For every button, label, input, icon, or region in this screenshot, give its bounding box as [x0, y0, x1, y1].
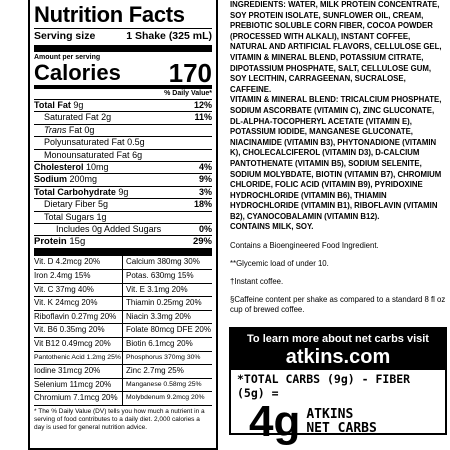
- website-link: atkins.com: [285, 346, 391, 368]
- vitamin-cell: Vit. K 24mcg 20%: [34, 296, 123, 310]
- nutrient-row: [34, 136, 212, 148]
- vitamin-cell: Vit B12 0.49mcg 20%: [34, 337, 123, 351]
- vitamin-cell: Chromium 7.1mcg 20%: [34, 391, 123, 405]
- nutrient-label: Dietary Fiber: [44, 199, 96, 210]
- nutrient-amount: 5g: [98, 199, 109, 210]
- vitamin-cell: Niacin 3.3mg 20%: [123, 310, 212, 324]
- net-carbs-formula: *TOTAL CARBS (9g) - FIBER (5g) =: [237, 372, 411, 400]
- vitamin-cell: Biotin 6.1mcg 20%: [123, 337, 212, 351]
- protein-amount: 15g: [69, 236, 86, 248]
- nutrient-row: [34, 198, 212, 210]
- nutrient-row: [34, 173, 212, 185]
- bioengineered-note: Contains a Bioengineered Food Ingredient.: [230, 241, 379, 251]
- nutrient-row: [34, 223, 212, 235]
- nutrient-dv: 11%: [194, 112, 212, 123]
- nutrient-row: [34, 161, 212, 173]
- serving-size-value: 1 Shake (325 mL): [126, 30, 212, 42]
- nutrient-amount: 0g Added Sugars: [92, 224, 162, 235]
- calories-row: [34, 58, 212, 88]
- net-carbs-label-brand: ATKINS: [306, 407, 354, 422]
- vitamin-cell: Iron 2.4mg 15%: [34, 269, 123, 283]
- nutrient-amount: Fat 0g: [68, 124, 95, 135]
- nutrient-label: Sodium: [34, 174, 67, 185]
- nutrient-amount: 6g: [132, 149, 143, 160]
- vitamin-cell: Folate 80mcg DFE 20%: [123, 323, 212, 337]
- nutrient-dv: 0%: [198, 224, 212, 235]
- daily-value-header: % Daily Value*: [164, 90, 212, 97]
- nutrient-label: Total Fat: [34, 100, 71, 110]
- daily-value-footnote: * The % Daily Value (DV) tells you how much a nutrient in a serving of food contributes to a daily diet. 2,000 calories a day is used for general nutrition advice.: [34, 405, 212, 432]
- glycemic-note: **Glycemic load of under 10.: [230, 259, 329, 269]
- nutrient-dv: 4%: [198, 162, 212, 173]
- vitamins-grid: [34, 255, 212, 405]
- nutrient-row: [34, 211, 212, 223]
- vitamin-cell: Selenium 11mcg 20%: [34, 378, 123, 392]
- vitamin-cell: Vit. B6 0.35mg 20%: [34, 323, 123, 337]
- vitamin-cell: Pantothenic Acid 1.2mg 25%: [34, 351, 123, 365]
- nutrient-amount: 9g: [118, 186, 129, 197]
- serving-size-label: Serving size: [34, 30, 96, 42]
- vitamin-cell: Potas. 630mg 15%: [123, 269, 212, 283]
- protein-row: [34, 235, 212, 248]
- vitamin-cell: Vit. D 4.2mcg 20%: [34, 255, 123, 269]
- calories-label: Calories: [34, 60, 121, 85]
- net-carbs-banner: [231, 329, 445, 370]
- protein-label: Protein: [34, 236, 67, 248]
- blend-text: TRICALCIUM PHOSPHATE, SODIUM ASCORBATE (VITAMIN C), ZINC GLUCONATE, DL-ALPHA-TOCOPHERYL ACETATE (VITAMIN E), POTASSIUM IODIDE, MANGANESE GLUCONATE, NIACINAMIDE (VITAMIN B3), PHYTONADIONE (VITAMIN K), CHOLECALCIFEROL (VITAMIN D3), D-CALCIUM PANTOTHENATE (VITAMIN B5), SODIUM SELENITE, SODIUM MOLYBDATE, BIOTIN (VITAMIN B7), CHROMIUM CHLORIDE, FOLIC ACID (VITAMIN B9), PYRIDOXINE HYDROCHLORIDE (VITAMIN B6), THIAMIN HYDROCHLORIDE (VITAMIN B1), RIBOFLAVIN (VITAMIN B2), CYANOCOBALAMIN (VITAMIN B12).: [230, 95, 442, 221]
- nutrient-amount: 1g: [96, 211, 107, 222]
- nutrition-facts-title: Nutrition Facts: [34, 2, 185, 27]
- nutrient-dv: 3%: [198, 186, 212, 197]
- nutrient-row: [34, 124, 212, 136]
- amount-per-serving: Amount per serving: [34, 54, 101, 61]
- nutrient-label: Includes: [56, 224, 90, 235]
- nutrient-amount: 0.5g: [127, 137, 145, 148]
- protein-dv: 29%: [192, 236, 212, 248]
- nutrient-label: Trans: [44, 124, 67, 135]
- nutrient-amount: 9g: [73, 100, 84, 110]
- vitamin-cell: Vit. E 3.1mg 20%: [123, 283, 212, 297]
- nutrient-amount: 200mg: [69, 174, 98, 185]
- nutrient-amount: 10mg: [86, 162, 109, 173]
- nutrient-row: [34, 111, 212, 123]
- net-carbs-result: [237, 397, 439, 446]
- calories-value: 170: [168, 58, 212, 88]
- serving-size-row: [34, 29, 212, 43]
- nutrient-label: Polyunsaturated Fat: [44, 137, 125, 148]
- caffeine-note: §Caffeine content per shake as compared to a standard 8 fl oz cup of brewed coffee.: [230, 295, 446, 315]
- blend-label: VITAMIN & MINERAL BLEND:: [230, 95, 339, 105]
- nutrient-dv: 12%: [193, 100, 212, 110]
- vitamin-cell: Thiamin 0.25mg 20%: [123, 296, 212, 310]
- instant-coffee-note: †Instant coffee.: [230, 277, 284, 287]
- vitamin-cell: Calcium 380mg 30%: [123, 255, 212, 269]
- nutrient-label: Saturated Fat: [44, 112, 99, 123]
- vitamin-cell: Phosphorus 370mg 30%: [123, 351, 212, 365]
- net-carbs-value: 4g: [249, 397, 301, 446]
- vitamin-cell: Zinc 2.7mg 25%: [123, 364, 212, 378]
- ingredients-text: WATER, MILK PROTEIN CONCENTRATE, SOY PROTEIN ISOLATE, SUNFLOWER OIL, CREAM, PREBIOTIC SOLUBLE CORN FIBER, COCOA POWDER (PROCESSED WITH ALKALI), INSTANT COFFEE, NATURAL AND ARTIFICIAL FLAVORS, CELLULOSE GEL, VITAMIN & MINERAL BLEND, POTASSIUM CITRATE, DIPOTASSIUM PHOSPHATE, SALT, CELLULOSE GUM, SOY LECITHIN, CARRAGEENAN, SUCRALOSE, CAFFEINE.: [230, 0, 442, 94]
- allergen-statement: CONTAINS MILK, SOY.: [230, 222, 314, 232]
- nutrient-row: [34, 149, 212, 161]
- nutrient-label: Cholesterol: [34, 162, 84, 173]
- nutrient-row: [34, 99, 212, 111]
- vitamin-cell: Iodine 31mcg 20%: [34, 364, 123, 378]
- nutrient-amount: 2g: [101, 112, 112, 123]
- learn-more-text: To learn more about net carbs visit: [247, 333, 429, 345]
- net-carbs-box: [229, 327, 447, 446]
- nutrient-dv: 9%: [198, 174, 212, 185]
- vitamin-cell: Molybdenum 9.2mcg 20%: [123, 391, 212, 405]
- nutrient-label: Monounsaturated Fat: [44, 149, 130, 160]
- nutrient-dv: 18%: [193, 199, 212, 210]
- nutrition-facts-panel: [28, 0, 218, 450]
- net-carbs-label: NET CARBS: [306, 421, 377, 436]
- nutrient-row: [34, 186, 212, 198]
- vitamin-cell: Vit. C 37mg 40%: [34, 283, 123, 297]
- nutrient-label: Total Sugars: [44, 211, 95, 222]
- nutrient-label: Total Carbohydrate: [34, 186, 116, 197]
- vitamin-cell: Riboflavin 0.27mg 20%: [34, 310, 123, 324]
- vitamin-cell: Manganese 0.58mg 25%: [123, 378, 212, 392]
- ingredients-column: [230, 0, 448, 315]
- ingredients-block: [230, 0, 448, 233]
- ingredients-label: INGREDIENTS:: [230, 0, 286, 9]
